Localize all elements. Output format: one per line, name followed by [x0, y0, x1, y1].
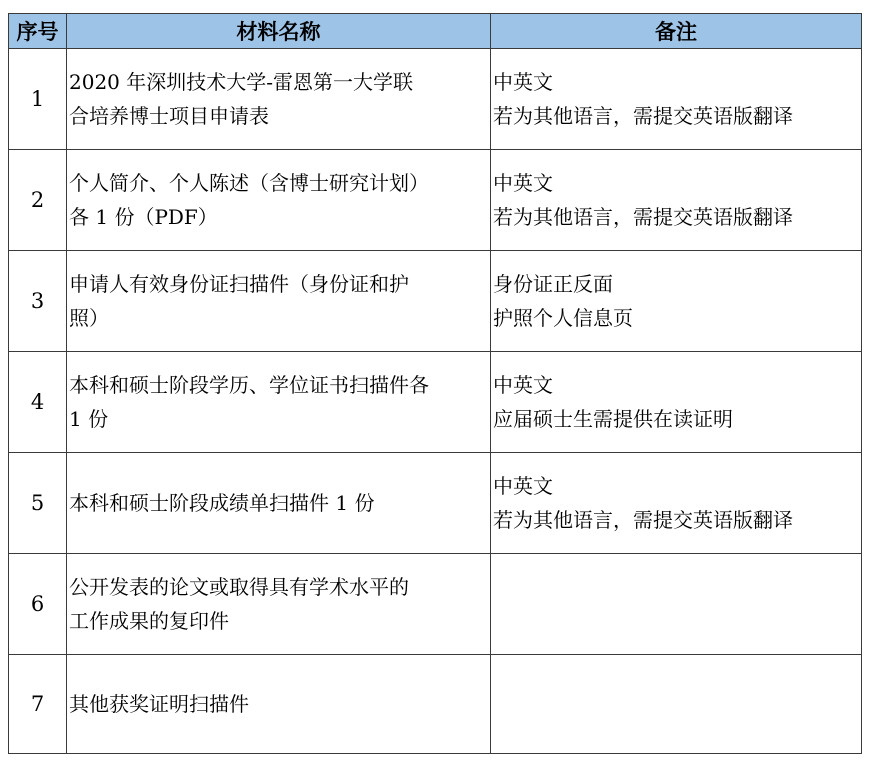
- remarks-cell: [491, 352, 862, 453]
- table-row: [9, 352, 862, 453]
- row-number: 2: [9, 150, 67, 251]
- material-name-line: 其他获奖证明扫描件: [69, 692, 249, 716]
- material-name-line: 合培养博士项目申请表: [69, 104, 269, 128]
- remarks-line: 护照个人信息页: [493, 306, 633, 330]
- table-row: [9, 554, 862, 655]
- table-row: [9, 150, 862, 251]
- material-name-cell: [67, 49, 491, 150]
- remarks-line: 中英文: [493, 70, 553, 94]
- remarks-cell: [491, 150, 862, 251]
- remarks-cell: [491, 655, 862, 754]
- table-row: [9, 49, 862, 150]
- row-number: 5: [9, 453, 67, 554]
- material-name-line: 本科和硕士阶段学历、学位证书扫描件各: [69, 373, 429, 397]
- material-name-line: 照）: [69, 306, 109, 330]
- row-number: 1: [9, 49, 67, 150]
- material-name-line: 各 1 份（PDF）: [69, 205, 218, 229]
- remarks-line: 中英文: [493, 373, 553, 397]
- header-remarks: 备注: [491, 14, 862, 49]
- material-name-line: 公开发表的论文或取得具有学术水平的: [69, 575, 409, 599]
- remarks-line: 若为其他语言，需提交英语版翻译: [493, 104, 793, 128]
- remarks-line: 中英文: [493, 171, 553, 195]
- material-name-cell: [67, 251, 491, 352]
- material-name-line: 1 份: [69, 407, 109, 431]
- header-material-name: 材料名称: [67, 14, 491, 49]
- remarks-cell: [491, 251, 862, 352]
- table-row: [9, 655, 862, 754]
- material-name-cell: [67, 554, 491, 655]
- material-name-line: 工作成果的复印件: [69, 609, 229, 633]
- materials-table: [8, 13, 862, 754]
- table-row: [9, 251, 862, 352]
- remarks-line: 中英文: [493, 474, 553, 498]
- material-name-cell: [67, 453, 491, 554]
- remarks-cell: [491, 554, 862, 655]
- remarks-cell: [491, 49, 862, 150]
- row-number: 4: [9, 352, 67, 453]
- row-number: 3: [9, 251, 67, 352]
- remarks-line: 若为其他语言，需提交英语版翻译: [493, 205, 793, 229]
- row-number: 7: [9, 655, 67, 754]
- material-name-cell: [67, 655, 491, 754]
- remarks-line: 若为其他语言，需提交英语版翻译: [493, 508, 793, 532]
- remarks-cell: [491, 453, 862, 554]
- remarks-line: 应届硕士生需提供在读证明: [493, 407, 733, 431]
- remarks-line: 身份证正反面: [493, 272, 613, 296]
- row-number: 6: [9, 554, 67, 655]
- material-name-cell: [67, 352, 491, 453]
- table-row: [9, 453, 862, 554]
- materials-document: [8, 13, 861, 754]
- table-header-row: [9, 14, 862, 49]
- header-number: 序号: [9, 14, 67, 49]
- material-name-line: 2020 年深圳技术大学-雷恩第一大学联: [69, 70, 414, 94]
- material-name-line: 本科和硕士阶段成绩单扫描件 1 份: [69, 491, 375, 515]
- material-name-cell: [67, 150, 491, 251]
- material-name-line: 个人简介、个人陈述（含博士研究计划）: [69, 171, 429, 195]
- material-name-line: 申请人有效身份证扫描件（身份证和护: [69, 272, 409, 296]
